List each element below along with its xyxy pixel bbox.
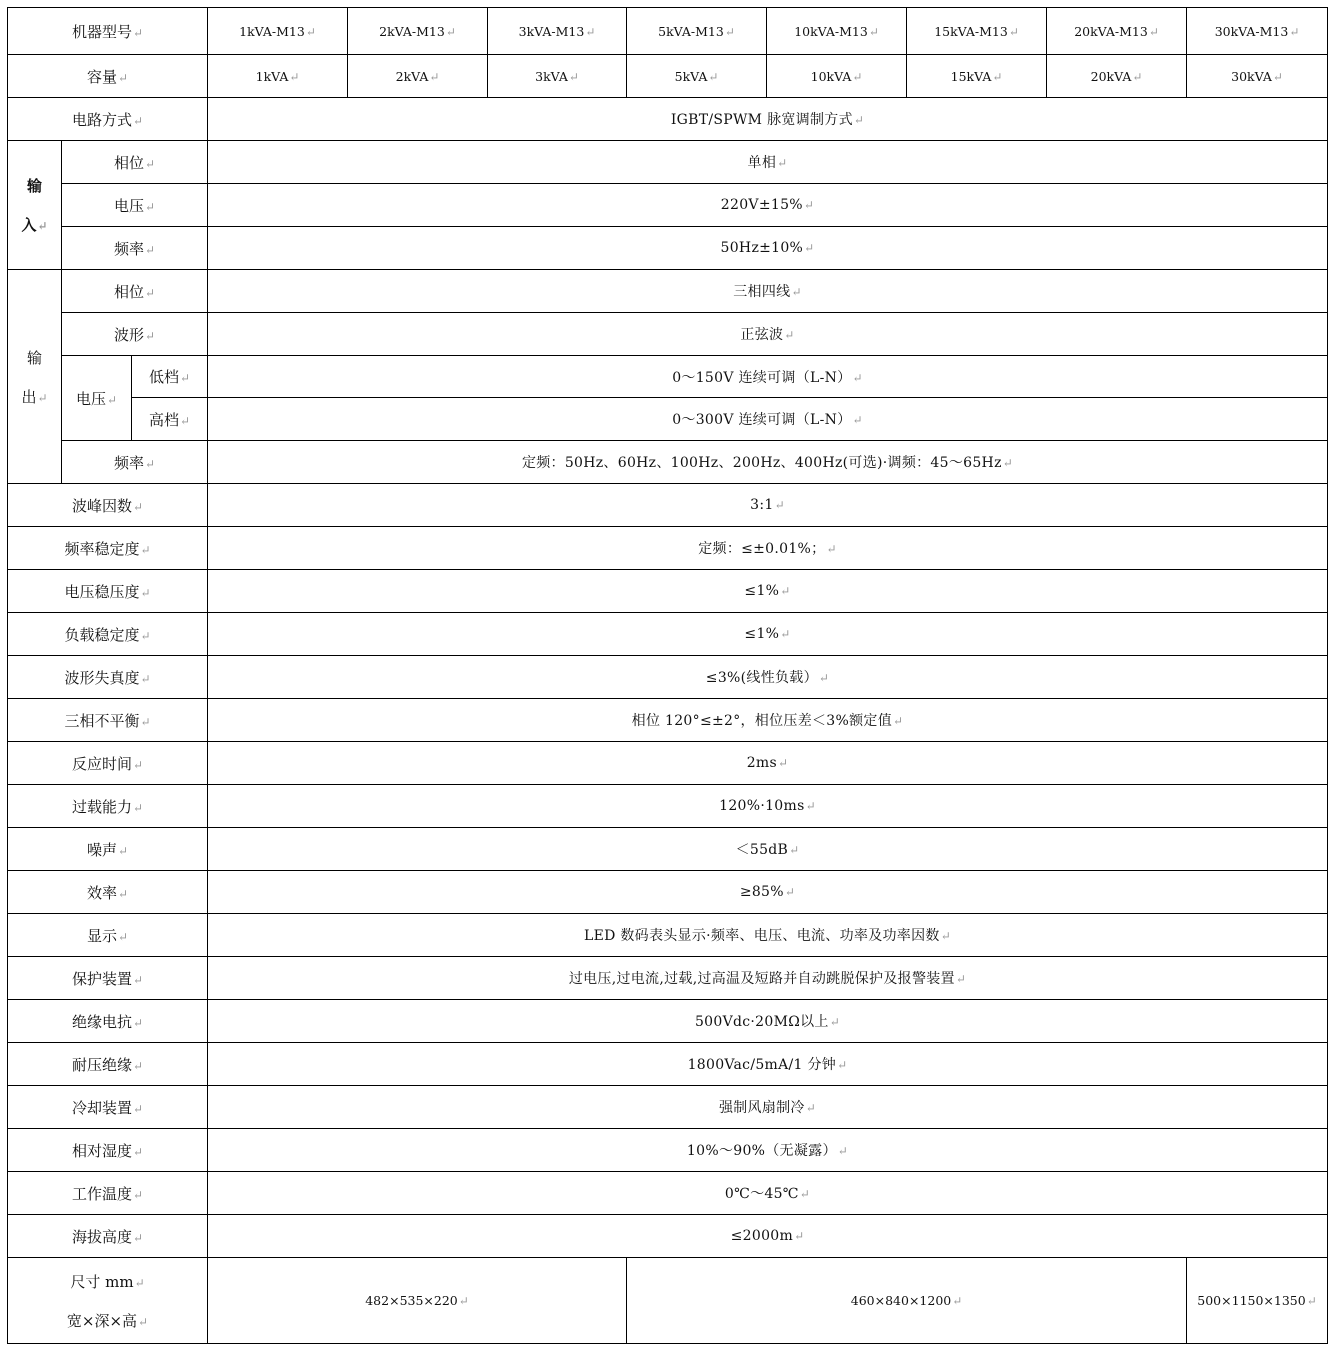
spec-value: ≤2000m ↵ [208,1215,1328,1258]
spec-label: 过载能力 ↵ [8,785,208,828]
input-phase-row [8,141,1328,184]
spec-value: 过电压,过电流,过载,过高温及短路并自动跳脱保护及报警装置 ↵ [208,957,1328,1000]
model-cell: 20kVA-M13 ↵ [1047,8,1187,55]
capacity-cell: 20kVA ↵ [1047,55,1187,98]
output-phase-row [8,270,1328,313]
spec-label: 电压稳压度 ↵ [8,570,208,613]
capacity-cell: 5kVA ↵ [627,55,767,98]
output-voltage-low-label: 低档 ↵ [132,356,208,398]
spec-value: 相位 120°≤±2°，相位压差＜3%额定值 ↵ [208,699,1328,742]
input-voltage-label: 电压 ↵ [62,184,208,227]
capacity-cell: 2kVA ↵ [348,55,488,98]
dimensions-label: 尺寸 mm ↵ 宽×深×高 ↵ [8,1258,208,1344]
capacity-label: 容量 ↵ [8,55,208,98]
input-voltage-value: 220V±15% ↵ [208,184,1328,227]
spec-row [8,613,1328,656]
spec-label: 耐压绝缘 ↵ [8,1043,208,1086]
spec-value: 定频：≤±0.01%； ↵ [208,527,1328,570]
spec-row [8,1172,1328,1215]
output-waveform-row [8,313,1328,356]
spec-label: 保护装置 ↵ [8,957,208,1000]
output-waveform-label: 波形 ↵ [62,313,208,356]
spec-row [8,742,1328,785]
circuit-value: IGBT/SPWM 脉宽调制方式 ↵ [208,98,1328,141]
dimensions-value: 460×840×1200 ↵ [627,1258,1187,1344]
capacity-cell: 15kVA ↵ [907,55,1047,98]
spec-label: 相对湿度 ↵ [8,1129,208,1172]
circuit-row [8,98,1328,141]
output-phase-value: 三相四线 ↵ [208,270,1328,313]
spec-row [8,699,1328,742]
spec-row [8,914,1328,957]
spec-label: 频率稳定度 ↵ [8,527,208,570]
spec-label: 波峰因数 ↵ [8,484,208,527]
spec-row [8,957,1328,1000]
capacity-cell: 30kVA ↵ [1187,55,1328,98]
model-cell: 5kVA-M13 ↵ [627,8,767,55]
spec-label: 三相不平衡 ↵ [8,699,208,742]
output-frequency-value: 定频：50Hz、60Hz、100Hz、200Hz、400Hz(可选)·调频：45～65Hz ↵ [208,441,1328,484]
model-label: 机器型号 ↵ [8,8,208,55]
spec-label: 负载稳定度 ↵ [8,613,208,656]
spec-value: ≤1% ↵ [208,570,1328,613]
output-voltage-high-value: 0～300V 连续可调（L-N） ↵ [208,398,1328,441]
model-cell: 1kVA-M13 ↵ [208,8,348,55]
spec-value: ＜55dB ↵ [208,828,1328,871]
spec-row [8,484,1328,527]
input-voltage-row [8,184,1328,227]
output-frequency-row [8,441,1328,484]
spec-label: 工作温度 ↵ [8,1172,208,1215]
spec-value: 1800Vac/5mA/1 分钟 ↵ [208,1043,1328,1086]
dimensions-value: 500×1150×1350 ↵ [1187,1258,1328,1344]
capacity-cell: 3kVA ↵ [488,55,627,98]
spec-row [8,828,1328,871]
spec-row [8,1129,1328,1172]
spec-value: 0℃～45℃ ↵ [208,1172,1328,1215]
output-voltage-low-row [8,356,1328,398]
spec-label: 显示 ↵ [8,914,208,957]
dimensions-row [8,1258,1328,1344]
spec-row [8,1043,1328,1086]
input-phase-value: 单相 ↵ [208,141,1328,184]
spec-value: 3:1 ↵ [208,484,1328,527]
spec-label: 冷却装置 ↵ [8,1086,208,1129]
model-cell: 30kVA-M13 ↵ [1187,8,1328,55]
spec-row [8,871,1328,914]
model-cell: 10kVA-M13 ↵ [767,8,907,55]
model-cell: 15kVA-M13 ↵ [907,8,1047,55]
spec-value: 10%～90%（无凝露） ↵ [208,1129,1328,1172]
output-frequency-label: 频率 ↵ [62,441,208,484]
input-group-label: 输 入 ↵ [8,141,62,270]
spec-label: 反应时间 ↵ [8,742,208,785]
input-frequency-row [8,227,1328,270]
spec-row [8,570,1328,613]
model-row [8,8,1328,55]
output-group-label: 输 出 ↵ [8,270,62,484]
spec-row [8,527,1328,570]
spec-value: 2ms ↵ [208,742,1328,785]
output-phase-label: 相位 ↵ [62,270,208,313]
capacity-cell: 10kVA ↵ [767,55,907,98]
circuit-label: 电路方式 ↵ [8,98,208,141]
spec-row [8,1215,1328,1258]
output-voltage-high-row [8,398,1328,441]
output-waveform-value: 正弦波 ↵ [208,313,1328,356]
spec-row [8,1086,1328,1129]
spec-table [7,7,1328,1344]
spec-value: ≤3%(线性负载） ↵ [208,656,1328,699]
spec-value: ≥85% ↵ [208,871,1328,914]
spec-value: 强制风扇制冷 ↵ [208,1086,1328,1129]
output-voltage-label: 电压 ↵ [62,356,132,441]
spec-label: 海拔高度 ↵ [8,1215,208,1258]
model-cell: 3kVA-M13 ↵ [488,8,627,55]
spec-row [8,656,1328,699]
spec-row [8,785,1328,828]
capacity-row [8,55,1328,98]
input-frequency-label: 频率 ↵ [62,227,208,270]
spec-label: 效率 ↵ [8,871,208,914]
input-phase-label: 相位 ↵ [62,141,208,184]
spec-label: 波形失真度 ↵ [8,656,208,699]
spec-rows [8,484,1328,1258]
capacity-cell: 1kVA ↵ [208,55,348,98]
input-frequency-value: 50Hz±10% ↵ [208,227,1328,270]
spec-value: 120%·10ms ↵ [208,785,1328,828]
spec-label: 绝缘电抗 ↵ [8,1000,208,1043]
dimensions-value: 482×535×220 ↵ [208,1258,627,1344]
spec-value: ≤1% ↵ [208,613,1328,656]
spec-row [8,1000,1328,1043]
spec-value: LED 数码表头显示·频率、电压、电流、功率及功率因数 ↵ [208,914,1328,957]
spec-label: 噪声 ↵ [8,828,208,871]
output-voltage-high-label: 高档 ↵ [132,398,208,441]
model-cell: 2kVA-M13 ↵ [348,8,488,55]
output-voltage-low-value: 0～150V 连续可调（L-N） ↵ [208,356,1328,398]
spec-value: 500Vdc·20MΩ以上 ↵ [208,1000,1328,1043]
